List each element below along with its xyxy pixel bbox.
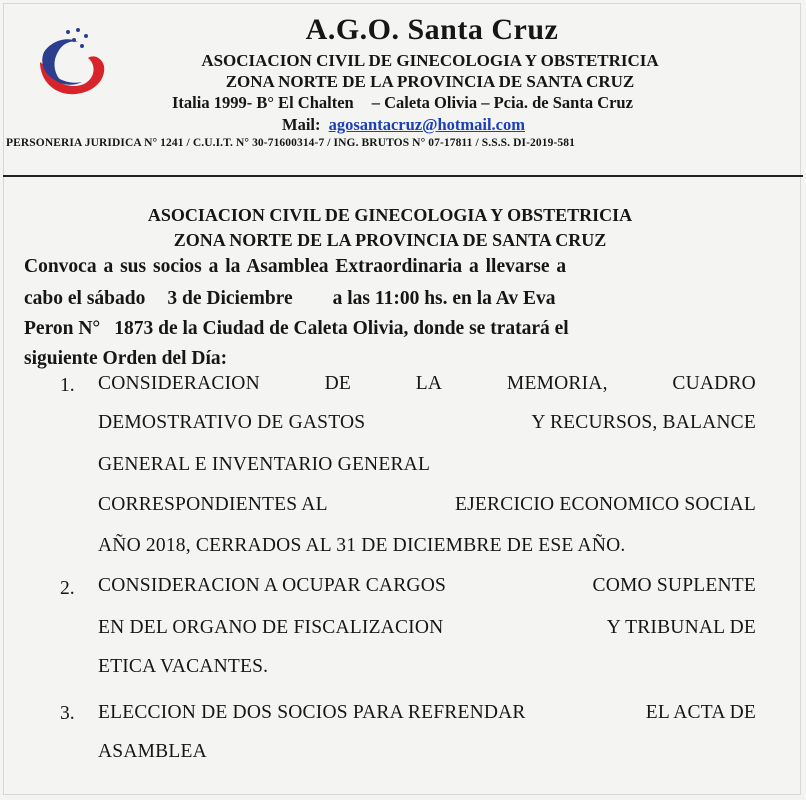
notice-line: siguiente Orden del Día: [24, 348, 228, 369]
org-mail [282, 115, 525, 135]
notice-location: 1873 de la Ciudad de Caleta Olivia, donde se tratará el [114, 318, 569, 339]
agenda-word: CUADRO [672, 373, 756, 394]
agenda-item-1-line [98, 373, 756, 395]
agenda-item-1-line: GENERAL E INVENTARIO GENERAL [98, 454, 431, 475]
agenda-text: EL ACTA DE [645, 702, 756, 723]
agenda-item-2-line: ETICA VACANTES. [98, 656, 269, 677]
agenda-number: 3. [60, 703, 75, 724]
org-name: ASOCIACION CIVIL DE GINECOLOGIA Y OBSTETRICIA [201, 51, 659, 70]
logo-dot [72, 38, 76, 42]
logo-dot [66, 30, 70, 34]
header-divider [3, 175, 803, 177]
ago-logo-icon [34, 22, 114, 106]
agenda-item-3-line: ASAMBLEA [98, 741, 207, 762]
notice-line: Convoca a sus socios a la Asamblea Extraordinaria a llevarse a [24, 256, 567, 277]
agenda-text: COMO SUPLENTE [592, 575, 756, 596]
address-street: Italia 1999- B° El Chalten [172, 93, 354, 112]
org-address [172, 93, 633, 113]
agenda-word: CONSIDERACION [98, 373, 260, 394]
agenda-word: DE [324, 373, 352, 394]
agenda-number: 2. [60, 578, 75, 599]
agenda-text: CONSIDERACION A OCUPAR CARGOS [98, 575, 447, 596]
agenda-item-1-line: AÑO 2018, CERRADOS AL 31 DE DICIEMBRE DE ESE AÑO. [98, 535, 626, 556]
mail-label: Mail: [282, 115, 321, 134]
address-city: – Caleta Olivia – Pcia. de Santa Cruz [371, 93, 633, 112]
agenda-item-2-line [98, 575, 756, 597]
agenda-text: EN DEL ORGANO DE FISCALIZACION [98, 617, 444, 638]
legal-registration: PERSONERIA JURIDICA N° 1241 / C.U.I.T. N° 30-71600314-7 / ING. BRUTOS N° 07-17811 / S.S.S. DI-2019-581 [6, 137, 575, 149]
agenda-text: DEMOSTRATIVO DE GASTOS [98, 412, 366, 433]
agenda-item-1-line [98, 494, 756, 516]
notice-heading-2: ZONA NORTE DE LA PROVINCIA DE SANTA CRUZ [173, 230, 607, 250]
mail-link[interactable]: agosantacruz@hotmail.com [328, 115, 525, 134]
notice-time: a las 11:00 hs. en la Av Eva [332, 288, 556, 309]
agenda-text: Y TRIBUNAL DE [606, 617, 756, 638]
agenda-item-1-line [98, 412, 756, 434]
org-zone: ZONA NORTE DE LA PROVINCIA DE SANTA CRUZ [225, 72, 635, 91]
logo-dot [62, 40, 66, 44]
agenda-text: Y RECURSOS, BALANCE [531, 412, 756, 433]
notice-street: Peron N° [24, 318, 101, 339]
notice-line [24, 288, 759, 310]
agenda-item-3-line [98, 702, 756, 724]
agenda-number: 1. [60, 375, 75, 396]
agenda-item-2-line [98, 617, 756, 639]
notice-heading-1: ASOCIACION CIVIL DE GINECOLOGIA Y OBSTETRICIA [147, 205, 633, 225]
logo-dot [76, 28, 80, 32]
logo-dot [80, 44, 84, 48]
agenda-word: MEMORIA, [506, 373, 608, 394]
notice-line [24, 318, 759, 340]
agenda-text: ELECCION DE DOS SOCIOS PARA REFRENDAR [98, 702, 526, 723]
logo-dot [84, 34, 88, 38]
agenda-word: LA [415, 373, 443, 394]
agenda-text: CORRESPONDIENTES AL [98, 494, 328, 515]
notice-date-prefix: cabo el sábado [24, 288, 146, 309]
notice-date: 3 de Diciembre [167, 288, 293, 309]
agenda-text: EJERCICIO ECONOMICO SOCIAL [455, 494, 756, 515]
org-title: A.G.O. Santa Cruz [305, 13, 559, 46]
